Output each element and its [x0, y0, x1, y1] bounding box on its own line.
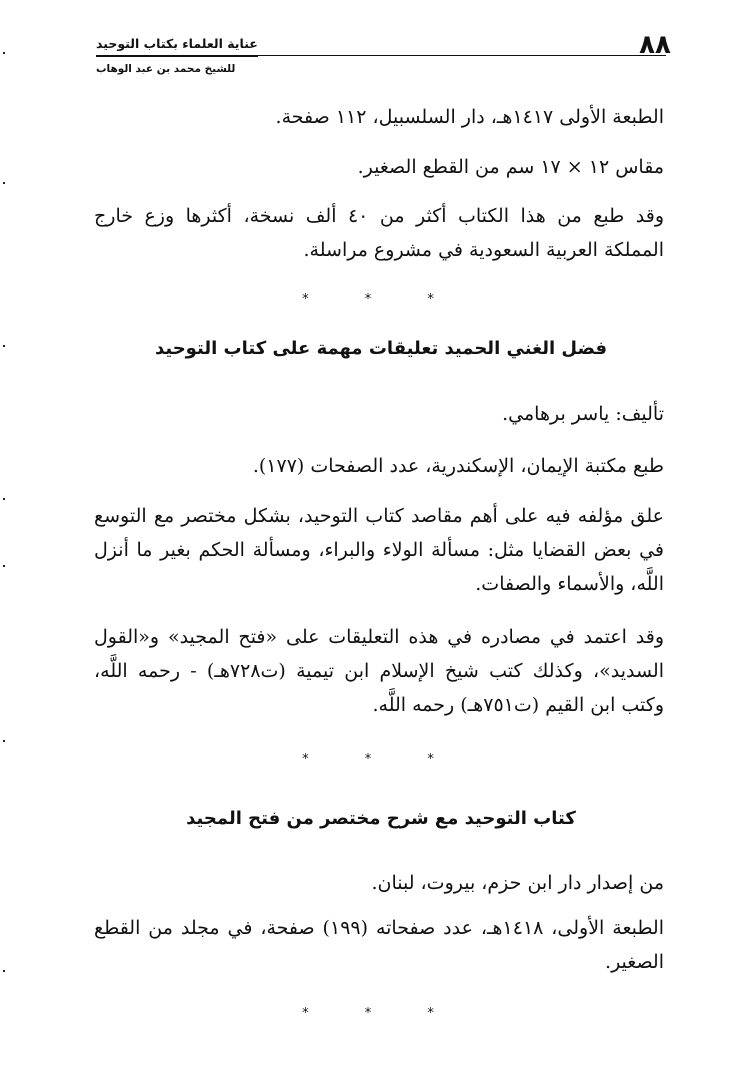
scan-mark: [3, 565, 5, 567]
intro-edition: الطبعة الأولى ١٤١٧هـ، دار السلسبيل، ١١٢ صفحة.: [275, 106, 664, 128]
scan-mark: [3, 498, 5, 500]
fadl-author: تأليف: ياسر برهامي.: [502, 403, 664, 425]
kitab-publisher: من إصدار دار ابن حزم، بيروت، لبنان.: [371, 872, 664, 894]
scan-mark: [3, 182, 5, 184]
fadl-sources: وقد اعتمد في مصادره في هذه التعليقات على «فتح المجيد» و«القول السديد»، وكذلك كتب شيخ الإسلام ابن تيمية (ت٧٢٨هـ) - رحمه اللَّه، وكتب ابن القيم (ت٧٥١هـ) رحمه اللَّه.: [94, 626, 664, 716]
scan-mark: [3, 52, 5, 54]
header-book-title: عناية العلماء بكتاب التوحيد: [96, 36, 258, 57]
intro-copies: وقد طبع من هذا الكتاب أكثر من ٤٠ ألف نسخة، أكثرها وزع خارج المملكة العربية السعودية في مشروع مراسلة.: [94, 205, 664, 261]
header-author-line: للشيخ محمد بن عبد الوهاب: [96, 63, 236, 75]
scan-mark: [3, 345, 5, 347]
separator-1: * * *: [302, 292, 460, 307]
running-header: [96, 36, 258, 76]
fadl-publisher: طبع مكتبة الإيمان، الإسكندرية، عدد الصفحات (١٧٧).: [252, 455, 664, 477]
page-number: ٨٨: [639, 30, 671, 60]
header-rule: [96, 55, 666, 56]
intro-size: مقاس ١٢ × ١٧ سم من القطع الصغير.: [357, 156, 664, 178]
section-title-kitab: كتاب التوحيد مع شرح مختصر من فتح المجيد: [186, 808, 576, 829]
scan-mark: [3, 970, 5, 972]
separator-3: * * *: [302, 1006, 460, 1021]
kitab-edition: الطبعة الأولى، ١٤١٨هـ، عدد صفحاته (١٩٩) صفحة، في مجلد من القطع الصغير.: [94, 917, 664, 973]
section-title-fadl: فضل الغني الحميد تعليقات مهمة على كتاب التوحيد: [154, 338, 608, 359]
fadl-description: علق مؤلفه فيه على أهم مقاصد كتاب التوحيد، بشكل مختصر مع التوسع في بعض القضايا مثل: مسألة الولاء والبراء، ومسألة الحكم بغير ما أنزل اللَّه، والأسماء والصفات.: [94, 505, 665, 595]
separator-2: * * *: [302, 752, 460, 767]
scan-mark: [3, 740, 5, 742]
